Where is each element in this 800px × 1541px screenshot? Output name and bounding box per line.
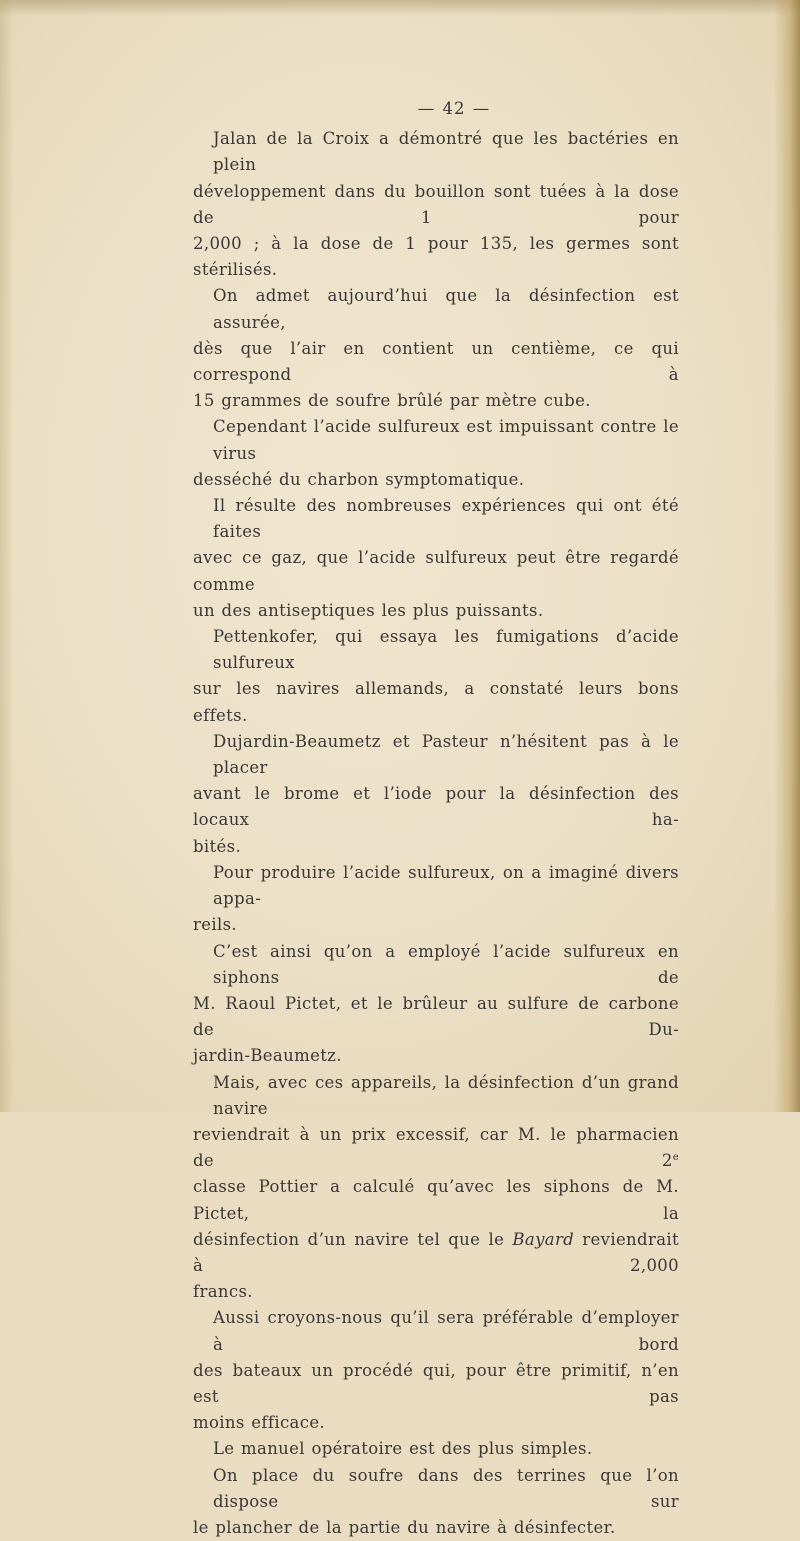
class-superscript: e xyxy=(672,1152,679,1164)
text-block xyxy=(193,96,679,1541)
text-line: reils. xyxy=(193,915,238,935)
text-line: Le manuel opératoire est des plus simples. xyxy=(213,1439,593,1459)
text-line: dès que l’air en contient un centième, ce qui correspond à xyxy=(193,338,679,385)
paragraph-4 xyxy=(193,493,679,624)
text-fragment: reviendrait à un prix excessif, car M. le pharmacien de xyxy=(193,1124,679,1171)
text-line: bités. xyxy=(193,836,242,856)
paragraph-10 xyxy=(193,1305,679,1436)
text-line: Cependant l’acide sulfureux est impuissant contre le virus xyxy=(213,417,679,463)
paragraph-8 xyxy=(193,939,679,1070)
text-line: avant le brome et l’iode pour la désinfection des locaux ha- xyxy=(193,784,679,830)
text-line: Mais, avec ces appareils, la désinfection d’un grand navire xyxy=(213,1072,679,1118)
text-line: Il résulte des nombreuses expériences qui ont été faites xyxy=(213,496,679,542)
text-line: un des antiseptiques les plus puissants. xyxy=(193,600,544,620)
paragraph-3 xyxy=(193,414,679,493)
text-line: sur les navires allemands, a constaté leurs bons effets. xyxy=(193,679,679,725)
paragraph-7 xyxy=(193,860,679,939)
text-line: C’est ainsi qu’on a employé l’acide sulfureux en siphons de xyxy=(213,941,679,987)
text-line: M. Raoul Pictet, et le brûleur au sulfure de carbone de Du- xyxy=(193,993,679,1040)
text-line: desséché du charbon symptomatique. xyxy=(193,469,525,489)
text-line: francs. xyxy=(193,1282,253,1302)
text-line: Pour produire l’acide sulfureux, on a imaginé divers appa- xyxy=(213,862,679,909)
page-left-shadow xyxy=(0,0,14,1112)
text-line xyxy=(193,1227,679,1279)
paragraph-9 xyxy=(193,1070,679,1306)
text-line: développement dans du bouillon sont tuées à la dose de 1 pour xyxy=(193,181,679,227)
text-line: 2,000 ; à la dose de 1 pour 135, les germes sont stérilisés. xyxy=(193,234,679,280)
text-line: On place du soufre dans des terrines que l’on dispose sur xyxy=(213,1465,679,1511)
paragraph-6 xyxy=(193,729,679,860)
text-line: Jalan de la Croix a démontré que les bactéries en plein xyxy=(213,129,679,175)
text-line: Pettenkofer, qui essaya les fumigations d’acide sulfureux xyxy=(213,627,679,673)
paragraph-12 xyxy=(193,1463,679,1541)
text-line: Aussi croyons-nous qu’il sera préférable d’employer à bord xyxy=(213,1308,679,1354)
text-line: Dujardin-Beaumetz et Pasteur n’hésitent pas à le placer xyxy=(213,731,679,778)
page-top-shadow xyxy=(0,0,800,16)
text-line: le plancher de la partie du navire à désinfecter. xyxy=(193,1517,616,1537)
class-number: 2 xyxy=(661,1151,673,1171)
text-line xyxy=(193,1122,679,1174)
text-line: On admet aujourd’hui que la désinfection est assurée, xyxy=(213,286,679,332)
text-line: avec ce gaz, que l’acide sulfureux peut être regardé comme xyxy=(193,548,679,594)
paragraph-11 xyxy=(193,1436,679,1462)
text-fragment: reviendrait à 2,000 xyxy=(193,1229,679,1275)
text-line: 15 grammes de soufre brûlé par mètre cube. xyxy=(193,391,591,411)
paragraph-2 xyxy=(193,283,679,414)
ship-name: Bayard xyxy=(512,1229,575,1249)
page-number: — 42 — xyxy=(417,99,491,118)
text-line: jardin-Beaumetz. xyxy=(193,1046,342,1066)
text-line: classe Pottier a calculé qu’avec les siphons de M. Pictet, la xyxy=(193,1177,679,1223)
page-right-shadow xyxy=(774,0,800,1112)
text-line: des bateaux un procédé qui, pour être primitif, n’en est pas xyxy=(193,1360,679,1406)
text-fragment: désinfection d’un navire tel que le xyxy=(193,1229,505,1249)
paragraph-5 xyxy=(193,624,679,729)
text-line: moins efficace. xyxy=(193,1413,326,1433)
paragraph-1 xyxy=(193,126,679,283)
